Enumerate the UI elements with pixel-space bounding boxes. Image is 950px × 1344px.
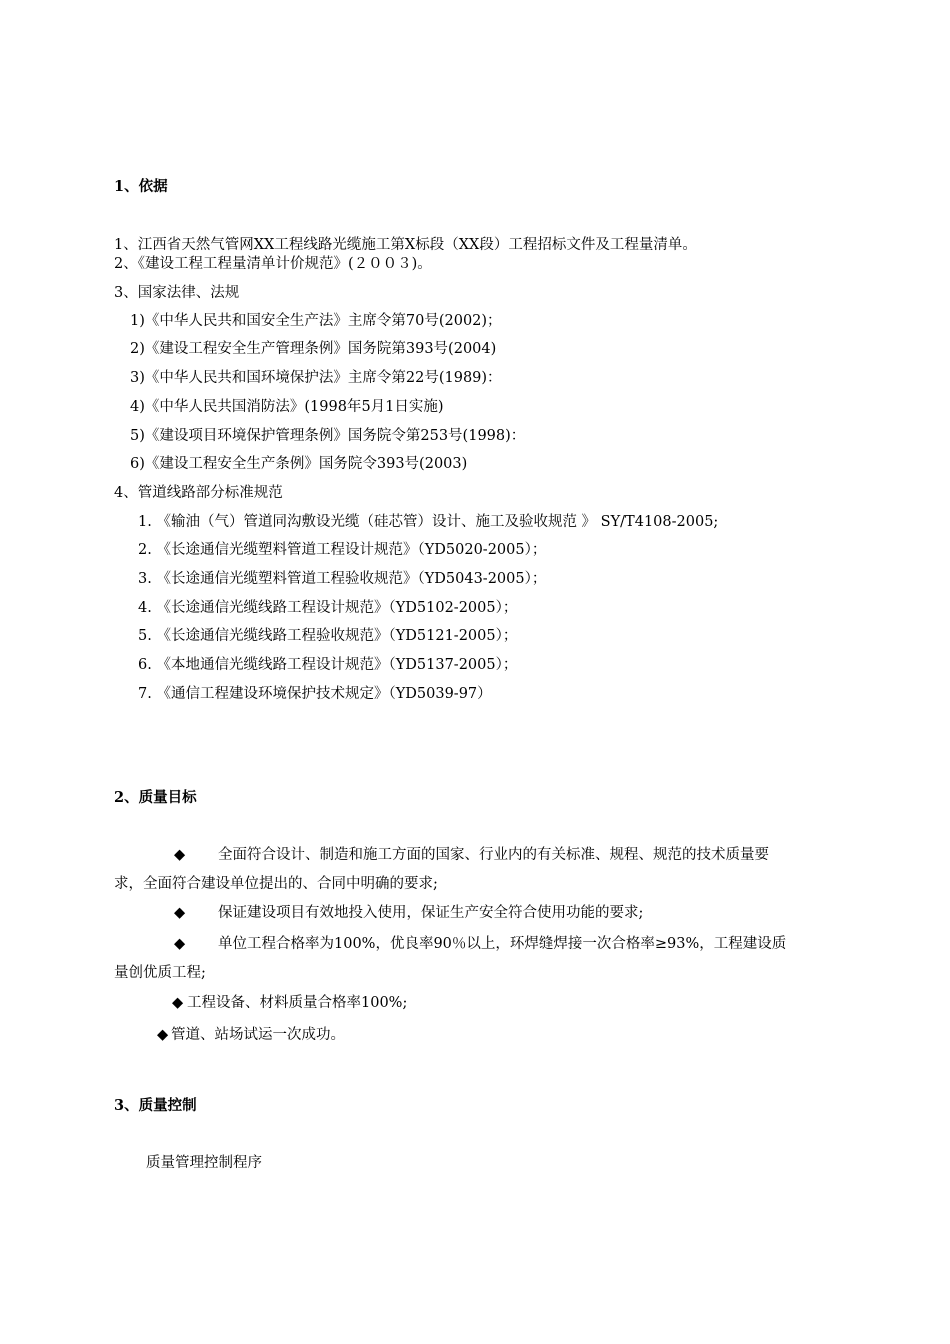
standard-item-2: 2. 《长途通信光缆塑料管道工程设计规范》（YD5020-2005）；	[138, 542, 547, 558]
law-item-4: 4)《中华人民共国消防法》(1998年5月1日实施)	[130, 399, 444, 415]
basis-item-3: 3、国家法律、法规	[114, 285, 240, 301]
section3-heading: 3、质量控制	[114, 1097, 197, 1114]
law-item-5: 5)《建设项目环境保护管理条例》国务院令第253号(1998)：	[130, 428, 526, 444]
basis-item-1: 1、江西省天然气管网XX工程线路光缆施工第X标段（XX段）工程招标文件及工程量清单。	[114, 237, 697, 253]
standard-item-3: 3. 《长途通信光缆塑料管道工程验收规范》（YD5043-2005）；	[138, 571, 547, 587]
goal-2-bullet: ◆	[174, 905, 186, 921]
section1-heading: 1、依据	[114, 178, 168, 195]
goal-1-line-1: 全面符合设计、制造和施工方面的国家、行业内的有关标准、规程、规范的技术质量要	[218, 847, 769, 863]
section2-heading: 2、质量目标	[114, 789, 197, 806]
standard-item-1: 1. 《输油（气）管道同沟敷设光缆（硅芯管）设计、施工及验收规范 》 SY/T4108-2005;	[138, 514, 719, 530]
law-item-2: 2)《建设工程安全生产管理条例》国务院第393号(2004)	[130, 341, 497, 357]
goal-4: 工程设备、材料质量合格率100%;	[187, 995, 408, 1011]
standards-heading: 4、管道线路部分标准规范	[114, 485, 283, 501]
standard-item-5: 5. 《长途通信光缆线路工程验收规范》（YD5121-2005）；	[138, 628, 518, 644]
goal-4-bullet: ◆	[172, 995, 184, 1011]
goal-1-line-2: 求，全面符合建设单位提出的、合同中明确的要求;	[114, 876, 438, 892]
section3-subheading: 质量管理控制程序	[146, 1155, 262, 1171]
goal-3-line-1: 单位工程合格率为100%，优良率90％以上，环焊缝焊接一次合格率≥93%，工程建设质	[218, 936, 787, 952]
goal-3-bullet: ◆	[174, 936, 186, 952]
goal-5-bullet: ◆	[157, 1027, 169, 1043]
goal-1-bullet: ◆	[174, 847, 186, 863]
standard-item-4: 4. 《长途通信光缆线路工程设计规范》（YD5102-2005）；	[138, 600, 518, 616]
standard-item-7: 7. 《通信工程建设环境保护技术规定》（YD5039-97）	[138, 686, 492, 702]
standard-item-6: 6. 《本地通信光缆线路工程设计规范》（YD5137-2005）；	[138, 657, 518, 673]
law-item-1: 1)《中华人民共和国安全生产法》主席令第70号(2002)；	[130, 313, 502, 329]
law-item-6: 6)《建设工程安全生产条例》国务院令393号(2003)	[130, 456, 468, 472]
basis-item-2: 2、《建设工程工程量清单计价规范》(２００３)。	[114, 256, 432, 272]
goal-2: 保证建设项目有效地投入使用，保证生产安全符合使用功能的要求;	[218, 905, 644, 921]
law-item-3: 3)《中华人民共和国环境保护法》主席令第22号(1989)：	[130, 370, 502, 386]
goal-5: 管道、站场试运一次成功。	[171, 1027, 345, 1043]
goal-3-line-2: 量创优质工程;	[114, 965, 206, 981]
